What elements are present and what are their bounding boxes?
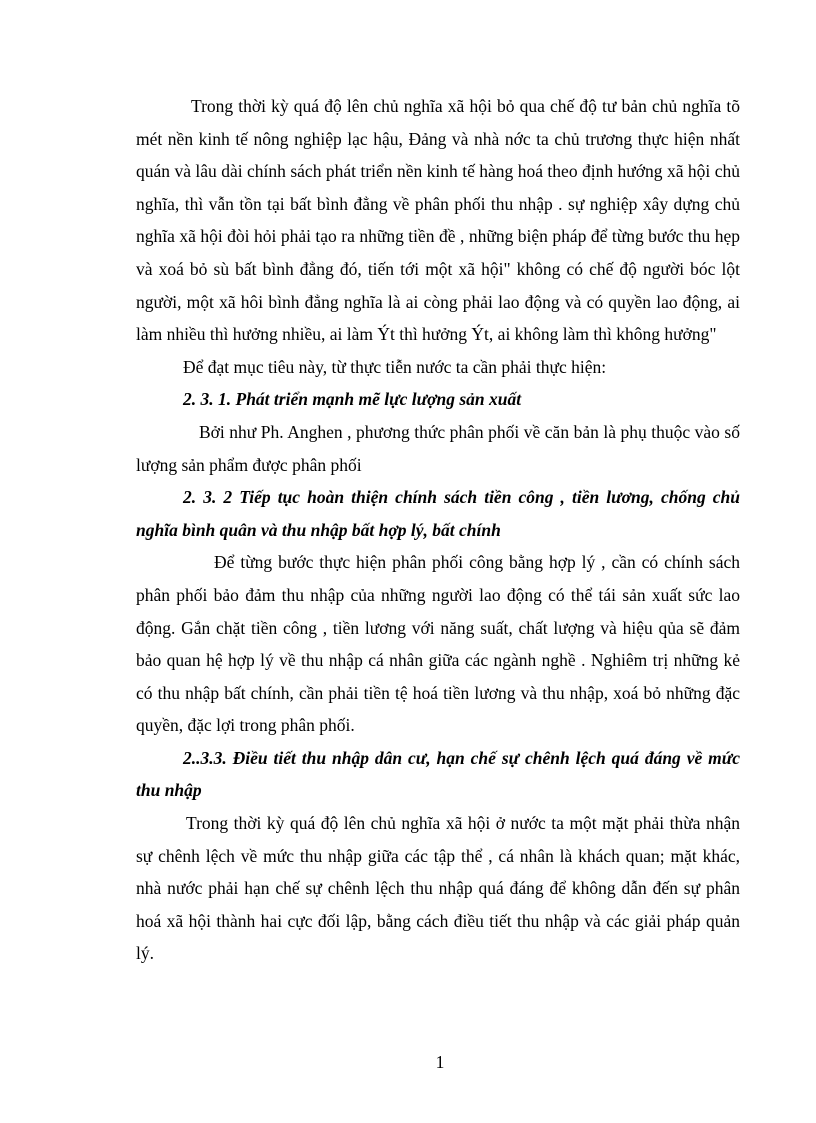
paragraph-income-regulation: Trong thời kỳ quá độ lên chủ nghĩa xã hội ở nước ta một mặt phải thừa nhận sự chênh lệch về mức thu nhập giữa các tập thể , cá nhân là khách quan; mặt khác, nhà nước phải hạn chế sự chênh lệch thu nhập quá đáng để không dẫn đến sự phân hoá xã hội thành hai cực đối lập, bằng cách điều tiết thu nhập và các giải pháp quản lý. xyxy=(136,813,740,964)
paragraph-engels: Bởi như Ph. Anghen , phương thức phân phối về căn bản là phụ thuộc vào số lượng sản phẩm được phân phối xyxy=(136,421,740,475)
document-body xyxy=(136,90,740,970)
paragraph-wages: Để từng bước thực hiện phân phối công bằng hợp lý , cần có chính sách phân phối bảo đảm thu nhập của những người lao động có thể tái sản xuất sức lao động. Gắn chặt tiền công , tiền lương với năng suất, chất lượng và hiệu qủa sẽ đảm bảo quan hệ hợp lý về thu nhập cá nhân giữa các ngành nghề . Nghiêm trị những kẻ có thu nhập bất chính, cần phải tiền tệ hoá tiền lương và thu nhập, xoá bỏ những đặc quyền, đặc lợi trong phân phối. xyxy=(136,552,740,736)
paragraph-goal: Để đạt mục tiêu này, từ thực tiễn nước ta cần phải thực hiện: xyxy=(183,356,607,377)
page-number: 1 xyxy=(435,1052,445,1072)
section-heading-2-3-3: 2..3.3. Điều tiết thu nhập dân cư, hạn chế sự chênh lệch quá đáng về mức thu nhập xyxy=(136,747,740,801)
section-heading-2-3-1: 2. 3. 1. Phát triển mạnh mẽ lực lượng sản xuất xyxy=(183,389,522,410)
paragraph-intro: Trong thời kỳ quá độ lên chủ nghĩa xã hội bỏ qua chế độ tư bản chủ nghĩa tõ mét nền kinh tế nông nghiệp lạc hậu, Đảng và nhà nớc ta chủ trương thực hiện nhất quán và lâu dài chính sách phát triển nền kinh tế hàng hoá theo định hướng xã hội chủ nghĩa, thì vẫn tồn tại bất bình đẳng về phân phối thu nhập . sự nghiệp xây dựng chủ nghĩa xã hội đòi hỏi phải tạo ra những tiền đề , những biện pháp để từng bước thu hẹp và xoá bỏ sù bất bình đẳng đó, tiến tới một xã hội" không có chế độ người bóc lột người, một xã hôi bình đẳng nghĩa là ai còng phải lao động và có quyền lao động, ai làm nhiều thì hưởng nhiều, ai làm Ýt thì hưởng Ýt, ai không làm thì không hưởng" xyxy=(136,96,740,345)
section-heading-2-3-2: 2. 3. 2 Tiếp tục hoàn thiện chính sách tiền công , tiền lương, chống chủ nghĩa bình quân và thu nhập bất hợp lý, bất chính xyxy=(136,487,740,540)
